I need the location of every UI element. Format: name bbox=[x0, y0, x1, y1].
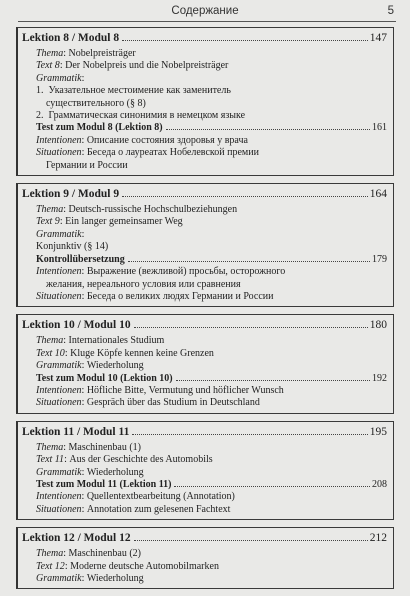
situationen-text: Annotation zum gelesenen Fachtext bbox=[86, 503, 231, 515]
page-number: 5 bbox=[387, 5, 394, 17]
intentionen-label: Intentionen bbox=[36, 266, 82, 278]
lesson-8-heading[interactable] bbox=[22, 28, 387, 48]
thema-label: Thema bbox=[36, 548, 64, 560]
test-title: Test zum Modul 8 (Lektion 8) bbox=[36, 122, 163, 134]
test-title: Test zum Modul 10 (Lektion 10) bbox=[36, 372, 173, 384]
text-label: Text 9 bbox=[36, 216, 60, 228]
situationen-line: Situationen : Беседа о великих людях Германии и России bbox=[36, 290, 274, 302]
grammatik-item bbox=[36, 241, 387, 253]
item-number: 1. bbox=[36, 85, 44, 97]
test-title: Test zum Modul 11 (Lektion 11) bbox=[36, 478, 172, 490]
intentionen-line-cont bbox=[36, 279, 387, 291]
page-ref: 179 bbox=[372, 253, 387, 265]
page-header bbox=[0, 0, 410, 22]
text-title: Aus der Geschichte des Automobils bbox=[69, 454, 213, 466]
situationen-line: Situationen : Беседа о лауреатах Нобелевской премии bbox=[36, 147, 259, 159]
lesson-9-block bbox=[16, 183, 394, 307]
intentionen-text: Выражение (вежливой) просьбы, осторожного bbox=[86, 266, 286, 278]
intentionen-text: желания, нереального условия или сравнения bbox=[46, 278, 241, 290]
situationen-text: Беседа о великих людях Германии и России bbox=[86, 290, 274, 302]
thema-label: Thema bbox=[36, 441, 64, 453]
grammatik-label: Grammatik bbox=[36, 228, 82, 240]
text-line: Text 8 : Der Nobelpreis und die Nobelpreisträger bbox=[36, 60, 229, 72]
item-text: Указательное местоимение как заменитель bbox=[48, 85, 231, 97]
text-label: Text 12 bbox=[36, 560, 65, 572]
grammatik-line: Grammatik : Wiederholung bbox=[36, 360, 144, 372]
intentionen-text: Описание состояния здоровья у врача bbox=[86, 134, 248, 146]
text-line: Text 11 : Aus der Geschichte des Automobils bbox=[36, 454, 213, 466]
text-title: Moderne deutsche Automobilmarken bbox=[70, 560, 219, 572]
intentionen-label: Intentionen bbox=[36, 491, 82, 503]
dot-leader bbox=[176, 380, 370, 381]
page-ref: 164 bbox=[369, 188, 387, 201]
lesson-12-block bbox=[16, 527, 394, 589]
dot-leader bbox=[134, 540, 368, 541]
lesson-title: Lektion 12 / Modul 12 bbox=[22, 532, 131, 545]
page-title: Содержание bbox=[171, 5, 239, 17]
grammatik-label: Grammatik bbox=[36, 573, 82, 584]
lesson-10-heading[interactable] bbox=[22, 315, 387, 335]
situationen-text: Беседа о лауреатах Нобелевской премии bbox=[86, 147, 259, 159]
situationen-line-cont bbox=[36, 160, 387, 172]
intentionen-line: Intentionen : Описание состояния здоровья у врача bbox=[36, 134, 248, 146]
dot-leader bbox=[128, 261, 370, 262]
lesson-12-heading[interactable] bbox=[22, 528, 387, 548]
intentionen-line: Intentionen : Höfliche Bitte, Vermutung und höflicher Wunsch bbox=[36, 384, 284, 396]
grammatik-text: Wiederholung bbox=[86, 466, 144, 478]
grammatik-item bbox=[36, 85, 387, 97]
thema-label: Thema bbox=[36, 204, 64, 216]
lesson-10-block bbox=[16, 314, 394, 413]
intentionen-line: Intentionen : Quellentextbearbeitung (Annotation) bbox=[36, 491, 235, 503]
lesson-title: Lektion 8 / Modul 8 bbox=[22, 32, 120, 44]
table-of-contents bbox=[16, 27, 394, 596]
situationen-line: Situationen : Gespräch über das Studium in Deutschland bbox=[36, 397, 260, 409]
dot-leader bbox=[122, 40, 368, 41]
grammatik-line: Grammatik : Wiederholung bbox=[36, 573, 144, 584]
grammatik-text: Konjunktiv (§ 14) bbox=[36, 241, 109, 253]
thema-text: Internationales Studium bbox=[68, 335, 165, 347]
grammatik-line: Grammatik : bbox=[36, 72, 85, 84]
situationen-text: Германии и России bbox=[46, 159, 128, 171]
thema-text: Maschinenbau (2) bbox=[68, 548, 141, 560]
thema-line: Thema : Maschinenbau (2) bbox=[36, 548, 141, 560]
thema-text: Nobelpreisträger bbox=[68, 48, 136, 59]
situationen-label: Situationen bbox=[36, 503, 82, 515]
page-ref: 161 bbox=[372, 122, 387, 134]
text-line: Text 12 : Moderne deutsche Automobilmarken bbox=[36, 560, 219, 572]
text-label: Text 10 bbox=[36, 347, 65, 359]
item-text: существительного (§ 8) bbox=[46, 97, 146, 109]
item-number: 2. bbox=[36, 110, 44, 122]
lesson-11-heading[interactable] bbox=[22, 422, 387, 442]
intentionen-text: Quellentextbearbeitung (Annotation) bbox=[86, 491, 235, 503]
grammatik-label: Grammatik bbox=[36, 360, 82, 372]
thema-text: Deutsch-russische Hochschulbeziehungen bbox=[68, 204, 238, 216]
grammatik-text: Wiederholung bbox=[86, 573, 144, 584]
grammatik-item bbox=[36, 110, 387, 122]
grammatik-line: Grammatik : Wiederholung bbox=[36, 466, 144, 478]
lesson-9-heading[interactable] bbox=[22, 184, 387, 204]
thema-line: Thema : Internationales Studium bbox=[36, 335, 165, 347]
page-ref: 192 bbox=[372, 372, 387, 384]
situationen-label: Situationen bbox=[36, 147, 82, 159]
dot-leader bbox=[166, 129, 370, 130]
situationen-label: Situationen bbox=[36, 397, 82, 409]
lesson-11-block bbox=[16, 421, 394, 520]
thema-line: Thema : Deutsch-russische Hochschulbeziehungen bbox=[36, 204, 238, 216]
situationen-label: Situationen bbox=[36, 290, 82, 302]
situationen-text: Gespräch über das Studium in Deutschland bbox=[86, 397, 260, 409]
dot-leader bbox=[174, 486, 370, 487]
situationen-line: Situationen : Annotation zum gelesenen Fachtext bbox=[36, 503, 231, 515]
thema-text: Maschinenbau (1) bbox=[68, 441, 141, 453]
text-label: Text 11 bbox=[36, 454, 65, 466]
dot-leader bbox=[132, 434, 367, 435]
thema-label: Thema bbox=[36, 48, 64, 59]
text-title: Ein langer gemeinsamer Weg bbox=[65, 216, 183, 228]
thema-line: Thema : Maschinenbau (1) bbox=[36, 441, 141, 453]
intentionen-line: Intentionen : Выражение (вежливой) просьбы, осторожного bbox=[36, 266, 286, 278]
grammatik-label: Grammatik bbox=[36, 466, 82, 478]
page-ref: 180 bbox=[369, 319, 387, 332]
intentionen-label: Intentionen bbox=[36, 134, 82, 146]
test-line[interactable] bbox=[36, 122, 387, 134]
text-line: Text 9 : Ein langer gemeinsamer Weg bbox=[36, 216, 183, 228]
page-ref: 208 bbox=[372, 478, 387, 490]
grammatik-line: Grammatik : bbox=[36, 228, 85, 240]
lesson-8-block bbox=[16, 27, 394, 176]
header-rule bbox=[18, 21, 396, 22]
grammatik-label: Grammatik bbox=[36, 72, 82, 84]
dot-leader bbox=[134, 327, 368, 328]
text-title: Der Nobelpreis und die Nobelpreisträger bbox=[65, 60, 229, 72]
lesson-title: Lektion 11 / Modul 11 bbox=[22, 425, 130, 438]
intentionen-label: Intentionen bbox=[36, 384, 82, 396]
kontrolluebersetzung-line[interactable] bbox=[36, 254, 387, 266]
text-line: Text 10 : Kluge Köpfe kennen keine Grenzen bbox=[36, 347, 214, 359]
thema-line: Thema : Nobelpreisträger bbox=[36, 48, 136, 59]
lesson-title: Lektion 9 / Modul 9 bbox=[22, 188, 120, 201]
grammatik-text: Wiederholung bbox=[86, 360, 144, 372]
test-line[interactable] bbox=[36, 479, 387, 491]
page-ref: 147 bbox=[369, 32, 387, 44]
test-line[interactable] bbox=[36, 373, 387, 385]
text-label: Text 8 bbox=[36, 60, 60, 72]
item-text: Грамматическая синонимия в немецком языке bbox=[48, 110, 246, 122]
thema-label: Thema bbox=[36, 335, 64, 347]
page-ref: 212 bbox=[369, 532, 387, 545]
page-ref: 195 bbox=[369, 425, 387, 438]
lesson-title: Lektion 10 / Modul 10 bbox=[22, 319, 131, 332]
dot-leader bbox=[122, 196, 368, 197]
text-title: Kluge Köpfe kennen keine Grenzen bbox=[70, 347, 214, 359]
grammatik-item-cont bbox=[36, 98, 387, 110]
intentionen-text: Höfliche Bitte, Vermutung und höflicher Wunsch bbox=[86, 384, 284, 396]
extra-title: Kontrollübersetzung bbox=[36, 253, 125, 265]
